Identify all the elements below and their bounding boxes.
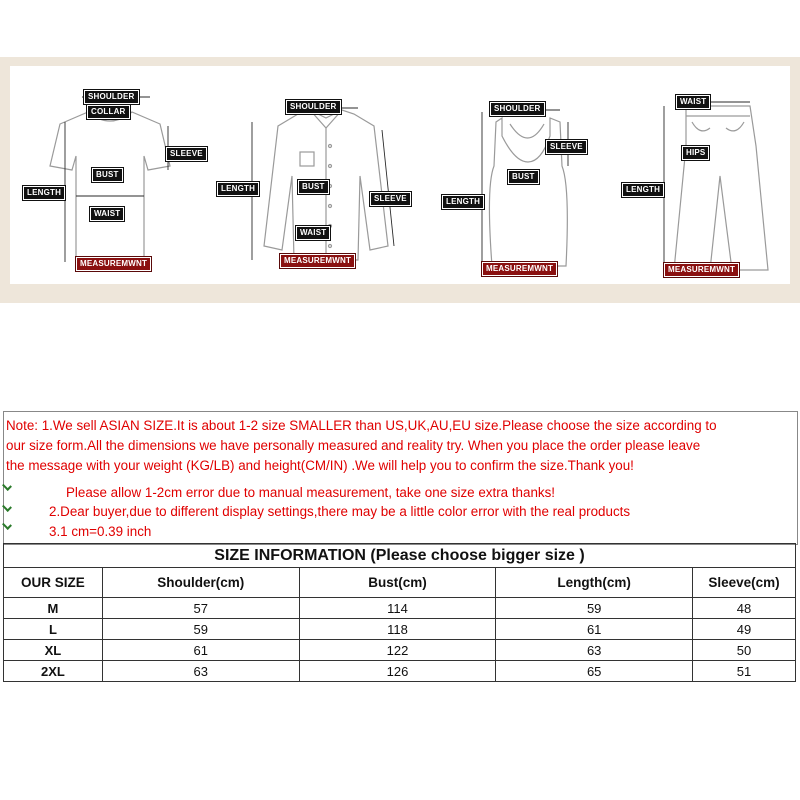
tshirt-bust-label: BUST: [92, 168, 123, 182]
shirt-length-label: LENGTH: [217, 182, 259, 196]
tank-length-label: LENGTH: [442, 195, 484, 209]
measurement-diagram-panel: [0, 57, 800, 303]
size-note: [3, 411, 798, 545]
measurement-diagram: [10, 66, 790, 284]
table-row: [4, 640, 796, 661]
cell-bust: 126: [299, 661, 496, 682]
cell-length: 63: [496, 640, 693, 661]
cell-length: 59: [496, 598, 693, 619]
tank-measurement-label: MEASUREMWNT: [482, 262, 557, 276]
pants-measurement-label: MEASUREMWNT: [664, 263, 739, 277]
header-length: Length(cm): [496, 568, 693, 598]
tshirt-shoulder-label: SHOULDER: [84, 90, 139, 104]
header-bust: Bust(cm): [299, 568, 496, 598]
header-size: OUR SIZE: [4, 568, 103, 598]
note-line-3: the message with your weight (KG/LB) and height(CM/IN) .We will help you to confirm the size.Thank you!: [6, 458, 634, 473]
tshirt-collar-label: COLLAR: [87, 105, 130, 119]
pants-hips-label: HIPS: [682, 146, 709, 160]
cell-length: 65: [496, 661, 693, 682]
header-sleeve: Sleeve(cm): [693, 568, 796, 598]
tank-shoulder-label: SHOULDER: [490, 102, 545, 116]
cell-bust: 122: [299, 640, 496, 661]
cell-size: 2XL: [4, 661, 103, 682]
pants-length-label: LENGTH: [622, 183, 664, 197]
cell-shoulder: 59: [102, 619, 299, 640]
table-title: SIZE INFORMATION (Please choose bigger size ): [4, 544, 796, 568]
cell-length: 61: [496, 619, 693, 640]
tshirt-length-label: LENGTH: [23, 186, 65, 200]
table-row: [4, 661, 796, 682]
cell-sleeve: 51: [693, 661, 796, 682]
cell-size: XL: [4, 640, 103, 661]
shirt-measurement-label: MEASUREMWNT: [280, 254, 355, 268]
note-line-4: Please allow 1-2cm error due to manual measurement, take one size extra thanks!: [66, 485, 556, 500]
cell-bust: 114: [299, 598, 496, 619]
shirt-shoulder-label: SHOULDER: [286, 100, 341, 114]
cell-sleeve: 49: [693, 619, 796, 640]
note-line-5: 2.Dear buyer,due to different display settings,there may be a little color error with the real products: [49, 504, 631, 519]
tshirt-sleeve-label: SLEEVE: [166, 147, 207, 161]
tshirt-measurement-label: MEASUREMWNT: [76, 257, 151, 271]
tank-bust-label: BUST: [508, 170, 539, 184]
note-line-6: 3.1 cm=0.39 inch: [49, 524, 152, 539]
pants-waist-label: WAIST: [676, 95, 710, 109]
table-row: [4, 619, 796, 640]
table-header-row: [4, 568, 796, 598]
check-mark-icon: [2, 520, 12, 530]
shirt-bust-label: BUST: [298, 180, 329, 194]
check-mark-icon: [2, 481, 12, 491]
note-line-2: our size form.All the dimensions we have personally measured and reality try. When you place the order please leave: [6, 438, 701, 453]
note-line-1: Note: 1.We sell ASIAN SIZE.It is about 1-2 size SMALLER than US,UK,AU,EU size.Please choose the size according to: [6, 418, 717, 433]
check-mark-icon: [2, 502, 12, 512]
shirt-sleeve-label: SLEEVE: [370, 192, 411, 206]
shirt-waist-label: WAIST: [296, 226, 330, 240]
cell-bust: 118: [299, 619, 496, 640]
table-row: [4, 598, 796, 619]
cell-shoulder: 57: [102, 598, 299, 619]
cell-sleeve: 50: [693, 640, 796, 661]
tank-sleeve-label: SLEEVE: [546, 140, 587, 154]
cell-size: L: [4, 619, 103, 640]
header-shoulder: Shoulder(cm): [102, 568, 299, 598]
tshirt-waist-label: WAIST: [90, 207, 124, 221]
size-table: [3, 543, 796, 682]
cell-shoulder: 61: [102, 640, 299, 661]
cell-shoulder: 63: [102, 661, 299, 682]
tshirt-outline: [50, 112, 170, 262]
cell-size: M: [4, 598, 103, 619]
cell-sleeve: 48: [693, 598, 796, 619]
pants-outline: [674, 106, 768, 270]
